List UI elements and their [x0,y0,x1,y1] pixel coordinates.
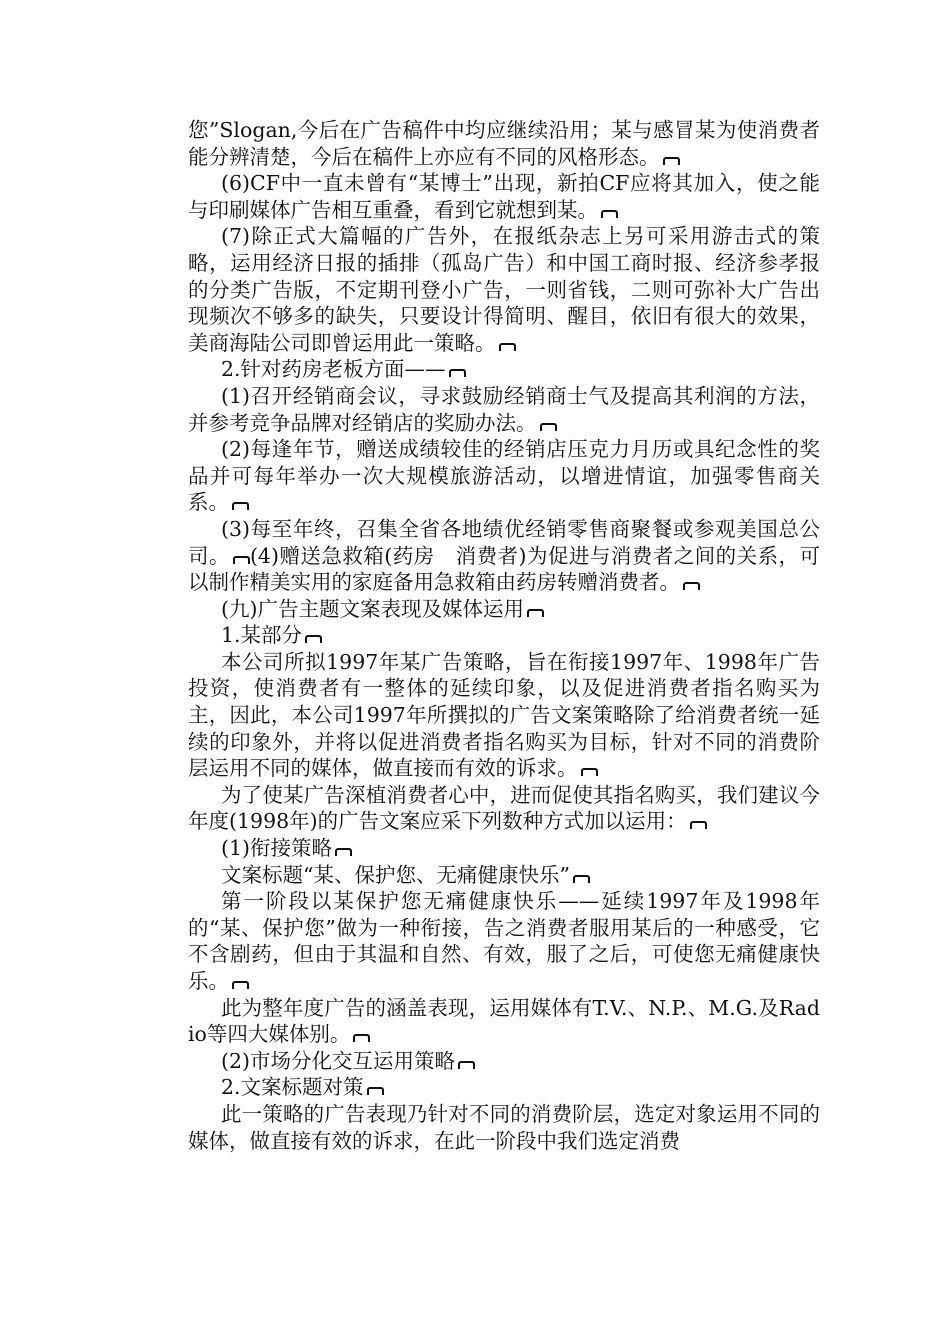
paragraph-media-coverage [188,995,820,1048]
paragraph-text: 第一阶段以某保护您无痛健康快乐——延续1997年及1998年的“某、保护您”做为一种衔接，告之消费者服用某后的一种感受，它不含剧药，但由于其温和自然、有效，服了之后，可使您无痛健康快乐。 [188,889,820,993]
paragraph-text: (7)除正式大篇幅的广告外，在报纸杂志上另可采用游击式的策略，运用经济日报的插排（孤岛广告）和中国工商时报、经济参孝报的分类广告版，不定期刊登小广告，一则省钱，二则可弥补大广告出现频次不够多的缺失，只要设计得简明、醒目，依旧有很大的效果，美商海陆公司即曾运用此一策略。 [188,224,820,355]
subheading-headline-strategy [188,1074,820,1101]
document-body [188,117,820,1154]
paragraph-strategy-1997 [188,649,820,782]
paragraph-mark-icon [540,423,557,431]
paragraph-mark-icon [335,848,352,856]
paragraph-mark-icon [499,343,516,351]
paragraph-mark-icon [458,1061,475,1069]
paragraph-mark-icon [581,768,598,776]
paragraph-text: 2.针对药房老板方面—— [221,357,446,382]
subheading-market-segmentation [188,1048,820,1075]
paragraph-mark-icon [683,582,700,590]
paragraph-text: 此为整年度广告的涵盖表现，运用媒体有T.V.、N.P.、M.G.及Radio等四大媒体别。 [188,995,820,1047]
paragraph-mark-icon [573,875,590,883]
paragraph-holiday-gifts [188,436,820,516]
paragraph-mark-icon [663,157,680,165]
paragraph-text: 为了使某广告深植消费者心中，进而促使其指名购买，我们建议今年度(1998年)的广告文案应采下列数种方式加以运用： [188,782,820,834]
paragraph-mark-icon [233,556,250,564]
paragraph-text: (3)每至年终，召集全省各地绩优经销零售商聚餐或参观美国总公司。 [188,516,820,568]
paragraph-year-end [188,516,820,596]
paragraph-pharmacy-heading [188,356,820,383]
paragraph-copy-methods [188,782,820,835]
paragraph-mark-icon [232,502,249,510]
paragraph-text: (1)召开经销商会议，寻求鼓励经销商士气及提高其利润的方法，并参考竞争品牌对经销店的奖励办法。 [188,383,820,435]
section-heading-nine [188,596,820,623]
paragraph-mark-icon [353,1034,370,1042]
paragraph-segment-strategy [188,1101,820,1154]
paragraph-dealer-meeting [188,383,820,436]
paragraph-mark-icon [601,210,618,218]
paragraph-text: 1.某部分 [221,623,303,648]
subheading-bridge-strategy [188,835,820,862]
paragraph-mark-icon [367,1087,384,1095]
paragraph-text: (6)CF中一直未曾有“某博士”出现，新拍CF应将其加入，使之能与印刷媒体广告相互重叠，看到它就想到某。 [188,171,820,222]
paragraph-mark-icon [690,821,707,829]
paragraph-text-tail: (4)赠送急救箱(药房 消费者)为促进与消费者之间的关系，可以制作精美实用的家庭备用急救箱由药房转赠消费者。 [188,543,820,595]
paragraph-phase-one [188,888,820,994]
paragraph-text: 2.文案标题对策 [221,1075,364,1100]
paragraph-text: (2)每逢年节，赠送成绩较佳的经销店压克力月历或具纪念性的奖品并可每年举办一次大规模旅游活动，以增进情谊，加强零售商关系。 [188,437,820,515]
paragraph-mark-icon [449,369,466,377]
paragraph-guerrilla [188,223,820,356]
paragraph-text: 您”Slogan,今后在广告稿件中均应继续沿用；某与感冒某为使消费者能分辨清楚，今后在稿件上亦应有不同的风格形态。 [188,118,820,169]
paragraph-text: 本公司所拟1997年某广告策略，旨在衔接1997年、1998年广告投资，使消费者有一整体的延续印象，以及促进消费者指名购买为主，因此，本公司1997年所撰拟的广告文案策略除了给消费者统一延续的印象外，并将以促进消费者指名购买为目标，针对不同的消费阶层运用不同的媒体，做直接而有效的诉求。 [188,649,820,781]
paragraph-mark-icon [305,635,322,643]
paragraph-text: (1)衔接策略 [221,836,333,861]
paragraph-text: (九)广告主题文案表现及媒体运用 [221,596,524,621]
paragraph-mark-icon [527,609,544,617]
paragraph-text: (2)市场分化交互运用策略 [221,1048,456,1073]
paragraph-mark-icon [232,981,249,989]
paragraph-copy-headline [188,862,820,889]
paragraph-cf [188,170,820,223]
paragraph-slogan [188,117,820,170]
subheading-part-one [188,622,820,649]
paragraph-text: 文案标题“某、保护您、无痛健康快乐” [221,862,570,887]
paragraph-text: 此一策略的广告表现乃针对不同的消费阶层，选定对象运用不同的媒体，做直接有效的诉求，在此一阶段中我们选定消费 [188,1101,820,1153]
